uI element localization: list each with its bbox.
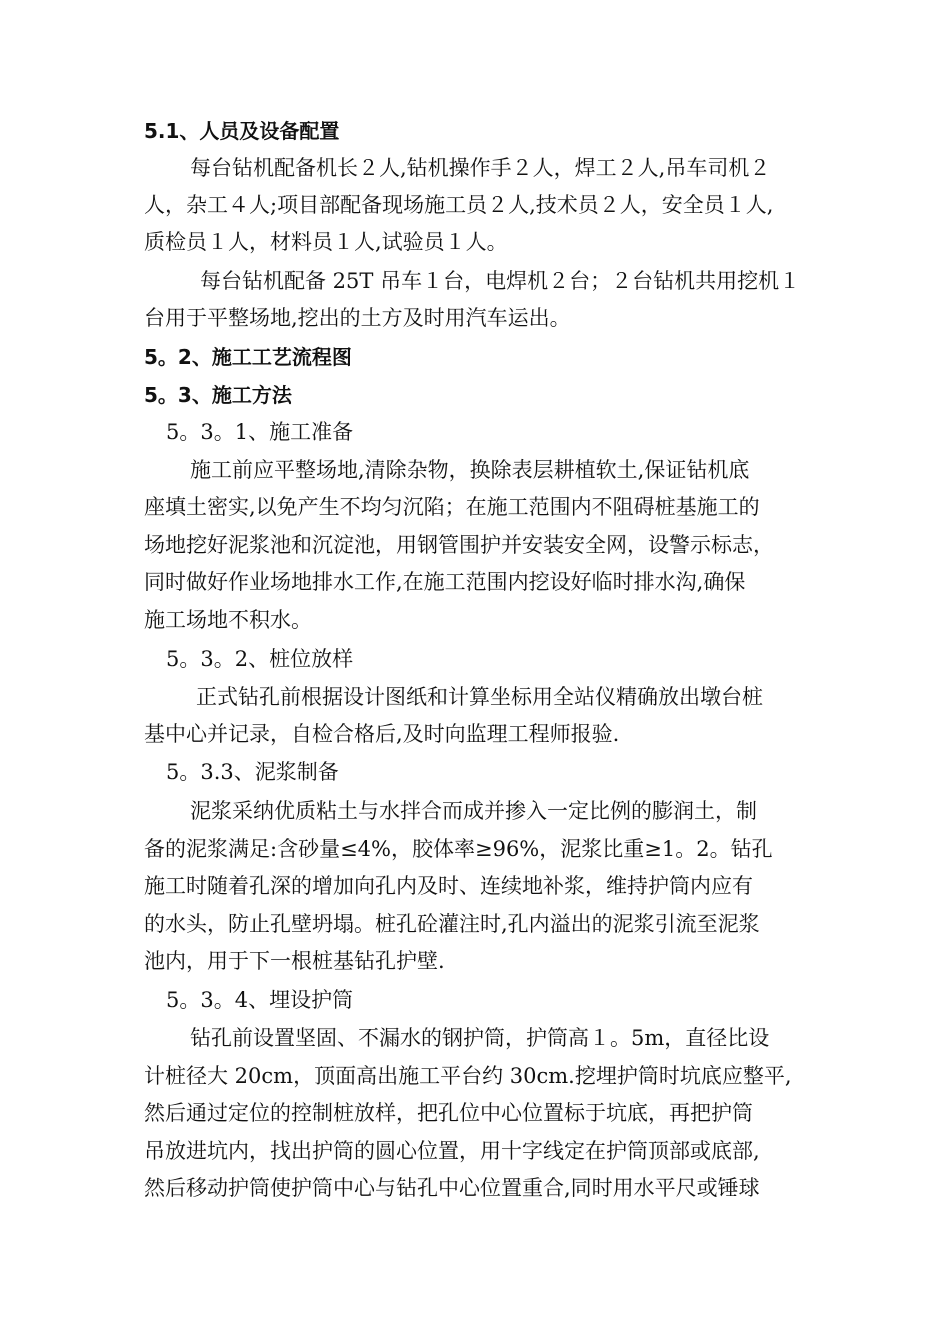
paragraph-line: 人，杂工４人;项目部配备现场施工员２人,技术员２人，安全员１人, (144, 193, 774, 217)
subsection-heading: 5。3.3、泥浆制备 (166, 760, 339, 784)
paragraph-line: 座填土密实,以免产生不均匀沉陷；在施工范围内不阻碍桩基施工的 (144, 495, 760, 519)
paragraph-line: 计桩径大 20cm，顶面高出施工平台约 30cm.挖埋护筒时坑底应整平, (144, 1064, 792, 1088)
subsection-heading: 5。3。2、桩位放样 (166, 647, 354, 671)
section-heading: 5。3、施工方法 (144, 383, 292, 407)
paragraph-line: 泥浆采纳优质粘土与水拌合而成并掺入一定比例的膨润土，制 (190, 799, 757, 823)
paragraph-line: 备的泥浆满足:含砂量≤4%，胶体率≥96%，泥浆比重≥1。2。钻孔 (144, 837, 773, 861)
paragraph-line: 池内，用于下一根桩基钻孔护壁. (144, 949, 445, 973)
paragraph-line: 钻孔前设置坚固、不漏水的钢护筒，护筒高１。5m，直径比设 (190, 1026, 770, 1050)
subsection-heading: 5。3。1、施工准备 (166, 420, 354, 444)
paragraph-line: 质检员１人，材料员１人,试验员１人。 (144, 230, 508, 254)
paragraph-line: 同时做好作业场地排水工作,在施工范围内挖设好临时排水沟,确保 (144, 570, 746, 594)
paragraph-line: 台用于平整场地,挖出的土方及时用汽车运出。 (144, 306, 571, 330)
paragraph-line: 吊放进坑内，找出护筒的圆心位置，用十字线定在护筒顶部或底部, (144, 1139, 760, 1163)
paragraph-line: 每台钻机配备 25T 吊车１台，电焊机２台；２台钻机共用挖机１ (200, 269, 801, 293)
paragraph-line: 正式钻孔前根据设计图纸和计算坐标用全站仪精确放出墩台桩 (196, 685, 763, 709)
paragraph-line: 施工时随着孔深的增加向孔内及时、连续地补浆，维持护筒内应有 (144, 874, 753, 898)
paragraph-line: 然后通过定位的控制桩放样，把孔位中心位置标于坑底，再把护筒 (144, 1101, 753, 1125)
subsection-heading: 5。3。4、埋设护筒 (166, 988, 354, 1012)
paragraph-line: 每台钻机配备机长２人,钻机操作手２人，焊工２人,吊车司机２ (190, 156, 771, 180)
paragraph-line: 然后移动护筒使护筒中心与钻孔中心位置重合,同时用水平尺或锤球 (144, 1176, 760, 1200)
paragraph-line: 施工前应平整场地,清除杂物，换除表层耕植软土,保证钻机底 (190, 458, 750, 482)
paragraph-line: 场地挖好泥浆池和沉淀池，用钢管围护并安装安全网，设警示标志， (144, 533, 774, 557)
section-heading: 5.1、人员及设备配置 (144, 119, 340, 143)
paragraph-line: 的水头，防止孔壁坍塌。桩孔砼灌注时,孔内溢出的泥浆引流至泥浆 (144, 912, 760, 936)
paragraph-line: 基中心并记录，自检合格后,及时向监理工程师报验. (144, 722, 620, 746)
paragraph-line: 施工场地不积水。 (144, 608, 312, 632)
section-heading: 5。2、施工工艺流程图 (144, 345, 352, 369)
